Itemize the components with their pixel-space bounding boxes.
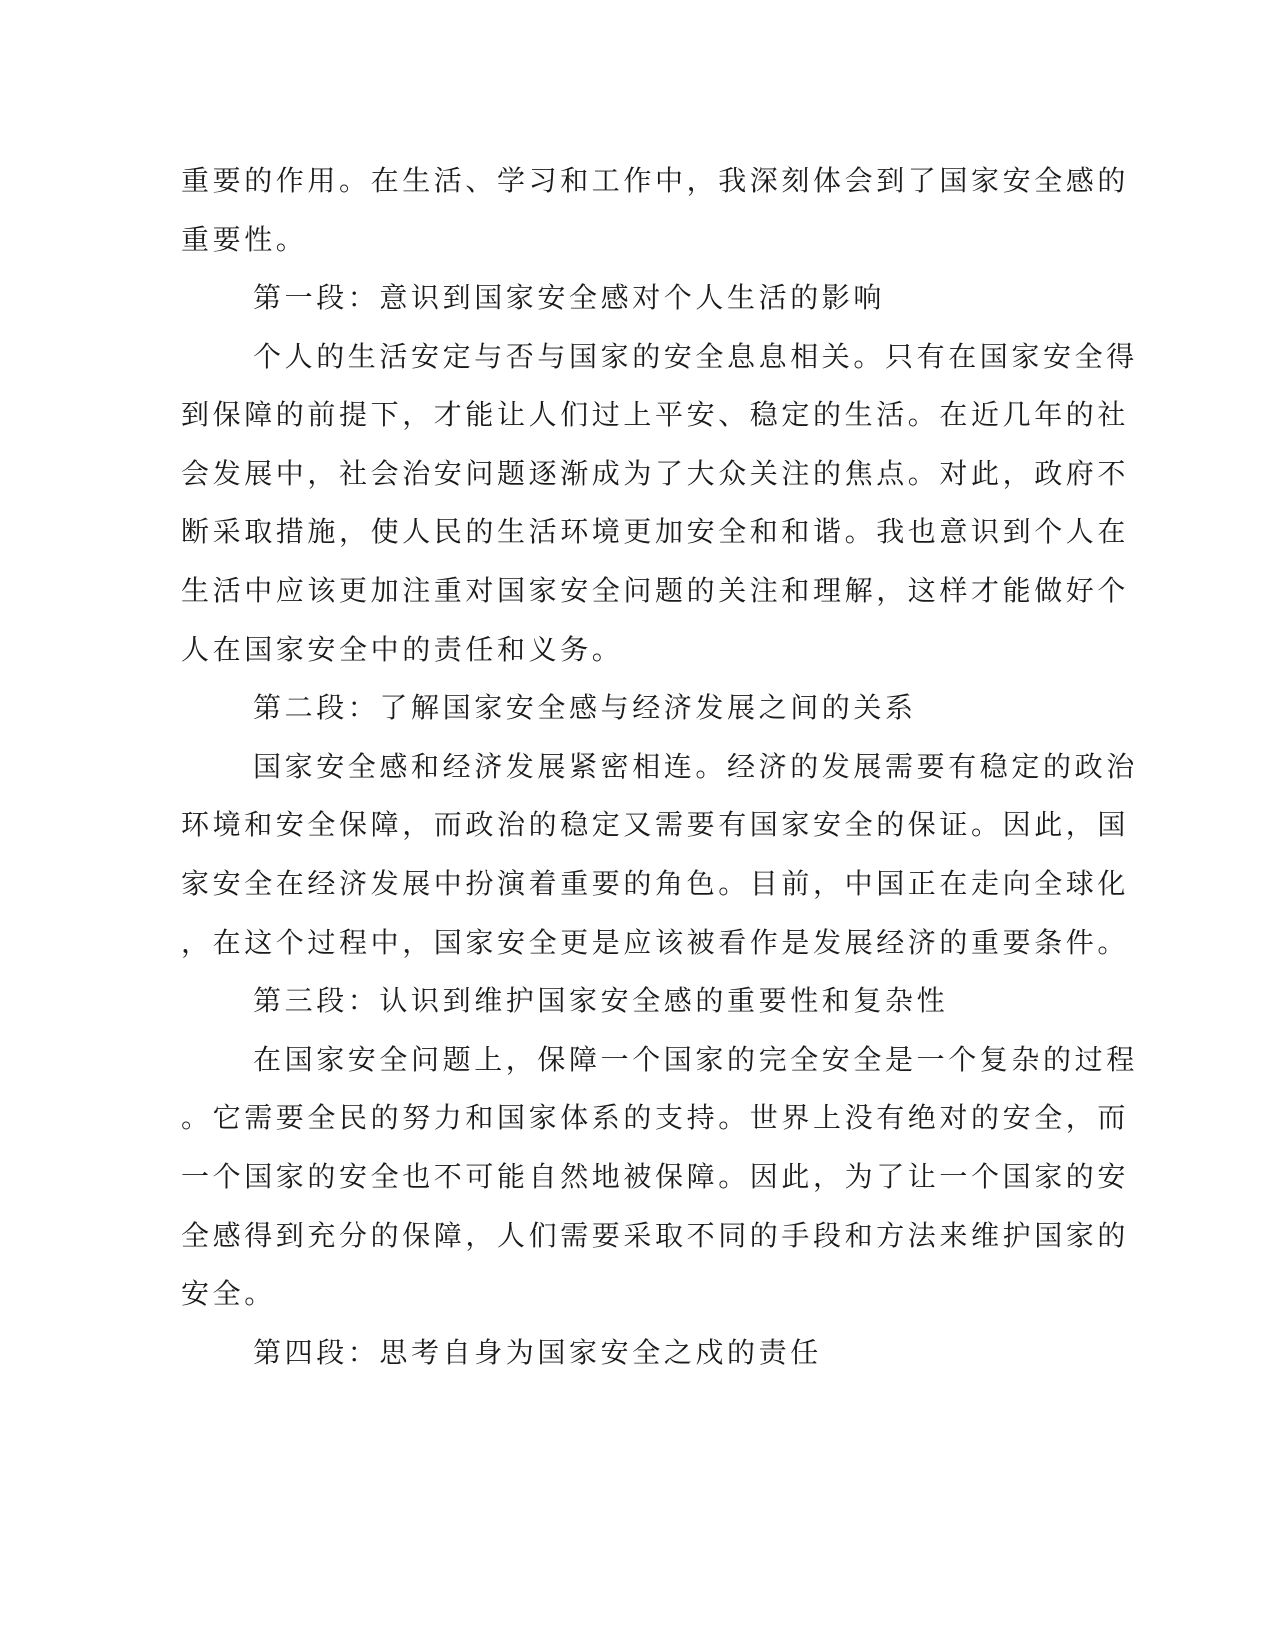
text-line: 环境和安全保障，而政治的稳定又需要有国家安全的保证。因此，国 — [181, 808, 1130, 841]
text-line: 全感得到充分的保障，人们需要采取不同的手段和方法来维护国家的 — [181, 1219, 1130, 1252]
section-heading-2: 第二段：了解国家安全感与经济发展之间的关系 — [253, 691, 917, 724]
text-line: 重要性。 — [181, 223, 308, 256]
text-line: 人在国家安全中的责任和义务。 — [181, 633, 624, 666]
text-line: 国家安全感和经济发展紧密相连。经济的发展需要有稳定的政治 — [253, 750, 1138, 783]
text-line: 家安全在经济发展中扮演着重要的角色。目前，中国正在走向全球化 — [181, 867, 1130, 900]
text-line: 。它需要全民的努力和国家体系的支持。世界上没有绝对的安全，而 — [181, 1101, 1130, 1134]
section-heading-1: 第一段：意识到国家安全感对个人生活的影响 — [253, 281, 886, 314]
text-line: ，在这个过程中，国家安全更是应该被看作是发展经济的重要条件。 — [181, 926, 1130, 959]
text-line: 在国家安全问题上，保障一个国家的完全安全是一个复杂的过程 — [253, 1043, 1138, 1076]
text-line: 会发展中，社会治安问题逐渐成为了大众关注的焦点。对此，政府不 — [181, 457, 1130, 490]
text-line: 安全。 — [181, 1277, 276, 1310]
text-line: 生活中应该更加注重对国家安全问题的关注和理解，这样才能做好个 — [181, 574, 1130, 607]
section-heading-3: 第三段：认识到维护国家安全感的重要性和复杂性 — [253, 984, 949, 1017]
section-heading-4: 第四段：思考自身为国家安全之戍的责任 — [253, 1336, 822, 1369]
text-line: 个人的生活安定与否与国家的安全息息相关。只有在国家安全得 — [253, 340, 1138, 373]
text-line: 断采取措施，使人民的生活环境更加安全和和谐。我也意识到个人在 — [181, 515, 1130, 548]
text-line: 一个国家的安全也不可能自然地被保障。因此，为了让一个国家的安 — [181, 1160, 1130, 1193]
text-line: 到保障的前提下，才能让人们过上平安、稳定的生活。在近几年的社 — [181, 398, 1130, 431]
text-line: 重要的作用。在生活、学习和工作中，我深刻体会到了国家安全感的 — [181, 164, 1130, 197]
